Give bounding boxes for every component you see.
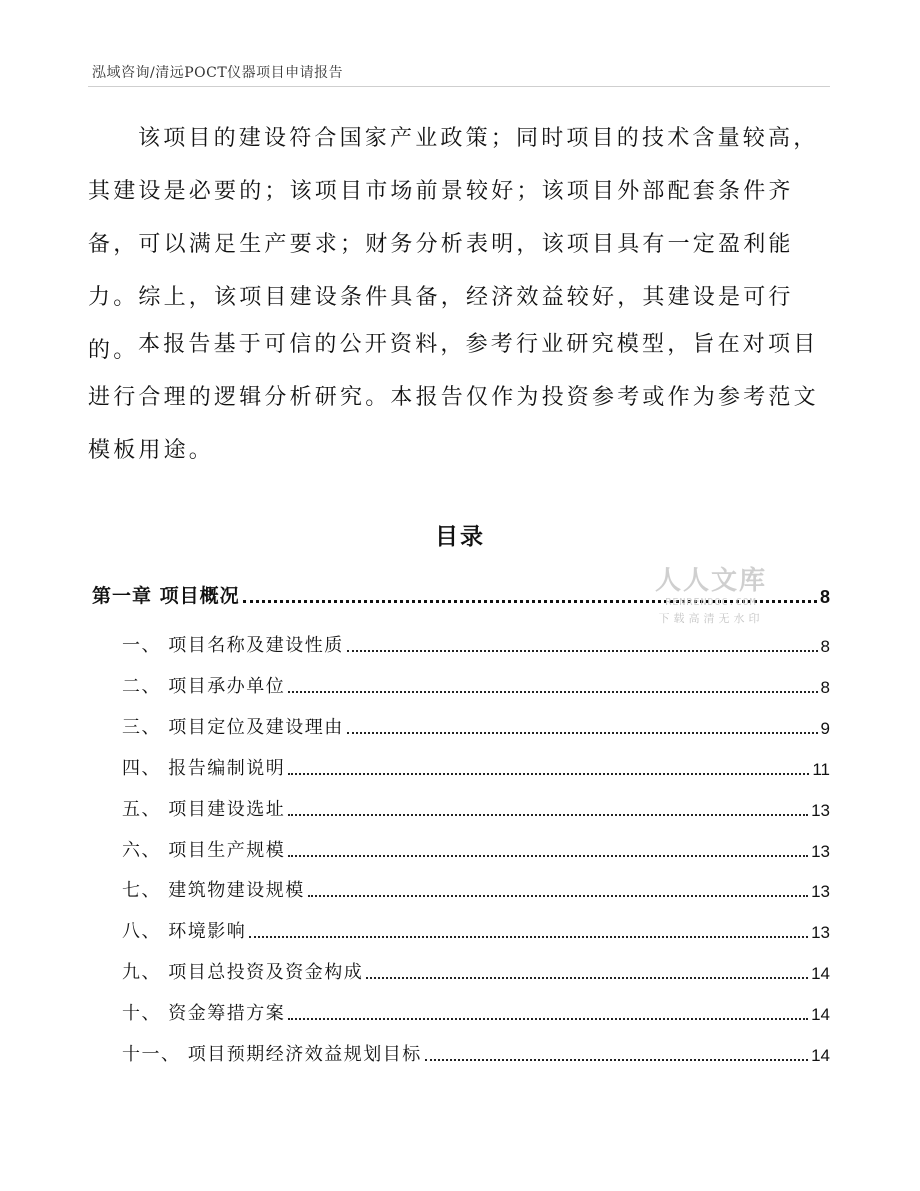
- toc-item-4[interactable]: [122, 750, 830, 780]
- toc-item-7[interactable]: [122, 872, 830, 902]
- toc-item-page: 13: [811, 842, 830, 861]
- toc-item-label: 六、 项目生产规模: [122, 840, 286, 861]
- toc-item-5[interactable]: [122, 791, 830, 821]
- toc-item-label: 一、 项目名称及建设性质: [122, 635, 344, 656]
- toc-chapter-label: 第一章 项目概况: [92, 585, 240, 607]
- toc-item-label: 九、 项目总投资及资金构成: [122, 962, 364, 983]
- toc-item-label: 十、 资金筹措方案: [122, 1003, 286, 1024]
- toc-item-2[interactable]: [122, 668, 830, 698]
- toc-leader-dots: [288, 1018, 808, 1020]
- toc-item-label: 十一、 项目预期经济效益规划目标: [122, 1044, 422, 1065]
- toc-item-page: 9: [820, 719, 830, 738]
- toc-item-page: 8: [820, 637, 830, 656]
- toc-leader-dots: [425, 1059, 808, 1061]
- toc-item-page: 13: [811, 801, 830, 820]
- toc-leader-dots: [288, 814, 808, 816]
- toc-item-8[interactable]: [122, 913, 830, 943]
- toc-item-10[interactable]: [122, 995, 830, 1025]
- body-paragraph-disclaimer: 本报告基于可信的公开资料，参考行业研究模型，旨在对项目进行合理的逻辑分析研究。本报告仅作为投资参考或作为参考范文模板用途。: [88, 332, 819, 463]
- toc-item-label: 四、 报告编制说明: [122, 758, 286, 779]
- toc-leader-dots: [249, 936, 808, 938]
- toc-item-1[interactable]: [122, 627, 830, 657]
- toc-item-page: 8: [820, 678, 830, 697]
- toc-title: 目录: [435, 524, 485, 550]
- body-paragraph-conclusion: 该项目的建设符合国家产业政策；同时项目的技术含量较高，其建设是必要的；该项目市场前景较好；该项目外部配套条件齐备，可以满足生产要求；财务分析表明，该项目具有一定盈利能力。综上，该项目建设条件具备，经济效益较好，其建设是可行的。: [88, 126, 819, 363]
- toc-leader-dots: [366, 977, 808, 979]
- toc-leader-dots: [243, 600, 817, 603]
- toc-leader-dots: [347, 732, 818, 734]
- toc-item-page: 11: [812, 760, 830, 779]
- toc-item-page: 13: [811, 882, 830, 901]
- toc-item-page: 14: [811, 1005, 830, 1024]
- toc-item-label: 三、 项目定位及建设理由: [122, 717, 344, 738]
- toc-leader-dots: [308, 895, 808, 897]
- toc-item-label: 五、 项目建设选址: [122, 799, 286, 820]
- toc-chapter-1[interactable]: [92, 578, 830, 608]
- toc-leader-dots: [288, 773, 809, 775]
- header-divider: [88, 86, 830, 87]
- toc-item-label: 二、 项目承办单位: [122, 676, 286, 697]
- page-header: 泓域咨询/清远POCT仪器项目申请报告: [92, 65, 344, 81]
- toc-item-page: 13: [811, 923, 830, 942]
- toc-leader-dots: [288, 855, 808, 857]
- toc-item-label: 七、 建筑物建设规模: [122, 880, 305, 901]
- watermark-title: 人人文库: [654, 566, 767, 596]
- toc-item-page: 14: [811, 964, 830, 983]
- toc-item-11[interactable]: [122, 1036, 830, 1066]
- watermark-url: RENRENDOC.COM: [665, 597, 757, 608]
- toc-item-label: 八、 环境影响: [122, 921, 247, 942]
- toc-item-9[interactable]: [122, 954, 830, 984]
- toc-item-6[interactable]: [122, 832, 830, 862]
- toc-chapter-page: 8: [819, 587, 830, 607]
- toc-leader-dots: [288, 691, 817, 693]
- watermark-subtitle: 下载高清无水印: [658, 612, 764, 625]
- toc-item-3[interactable]: [122, 709, 830, 739]
- toc-leader-dots: [347, 650, 818, 652]
- toc-item-page: 14: [811, 1046, 830, 1065]
